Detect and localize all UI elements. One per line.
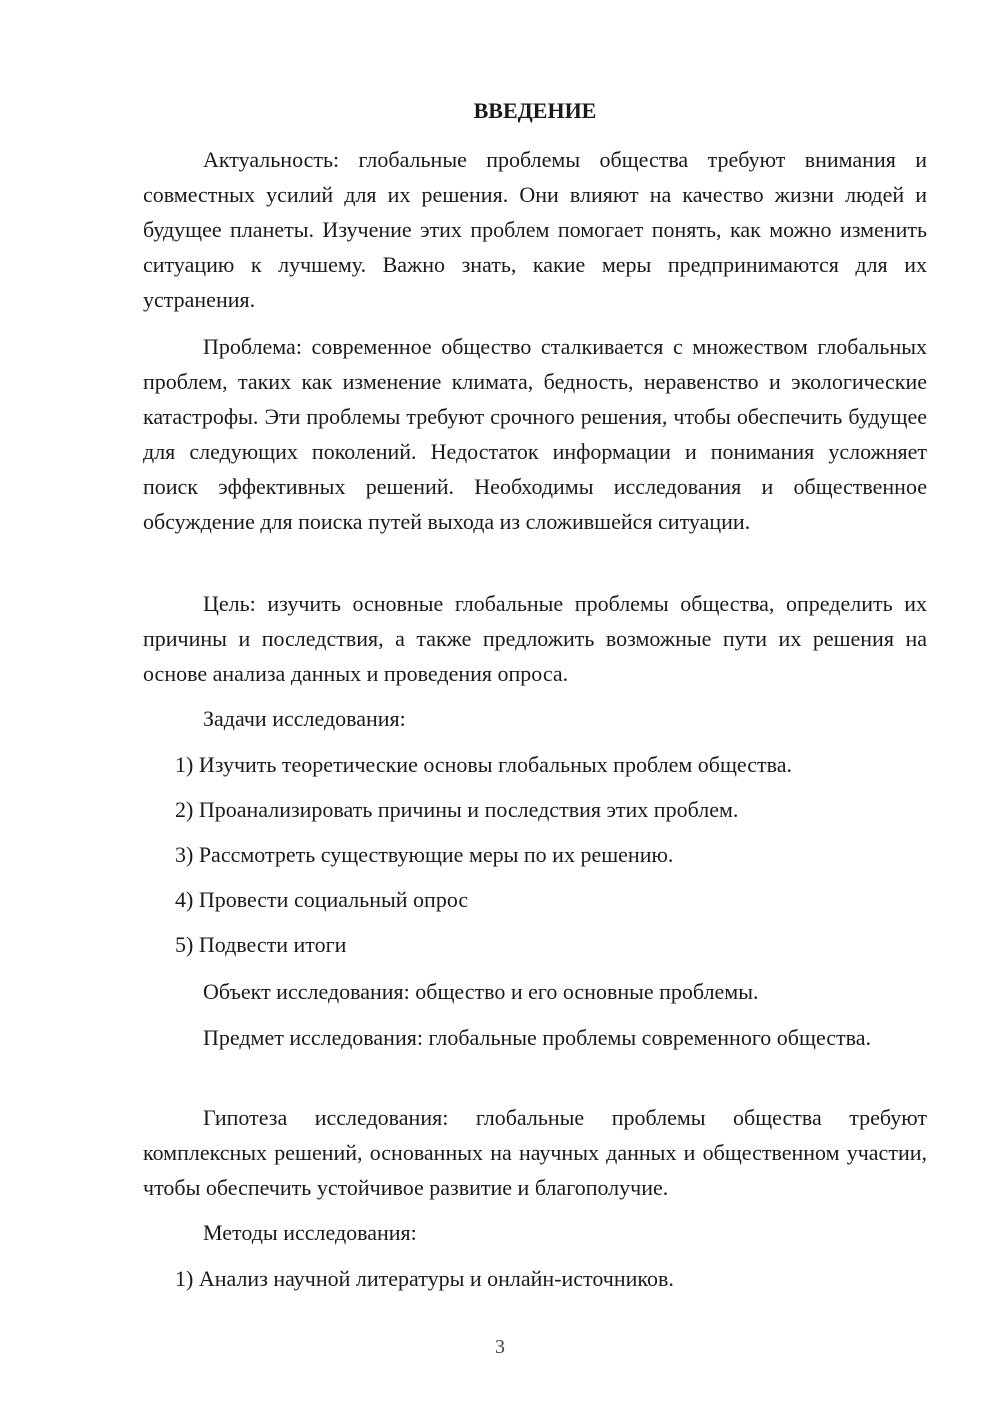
goal-paragraph: Цель: изучить основные глобальные проблемы общества, определить их причины и последствия, а также предложить возможные пути их решения на основе анализа данных и проведения опроса. [143, 591, 927, 686]
task-item: 1) Изучить теоретические основы глобальных проблем общества. [175, 752, 792, 777]
object-paragraph: Объект исследования: общество и его основные проблемы. [203, 979, 759, 1004]
method-item: 1) Анализ научной литературы и онлайн-источников. [175, 1266, 674, 1291]
document-title: ВВЕДЕНИЕ [473, 98, 597, 123]
tasks-heading: Задачи исследования: [203, 706, 406, 731]
relevance-paragraph: Актуальность: глобальные проблемы общества требуют внимания и совместных усилий для их решения. Они влияют на качество жизни людей и будущее планеты. Изучение этих проблем помогает понять, как можно изменить ситуацию к лучшему. Важно знать, какие меры предпринимаются для их устранения. [143, 147, 927, 312]
task-item: 4) Провести социальный опрос [175, 887, 469, 912]
page-number: 3 [495, 1336, 505, 1358]
hypothesis-paragraph: Гипотеза исследования: глобальные проблемы общества требуют комплексных решений, основанных на научных данных и общественном участии, чтобы обеспечить устойчивое развитие и благополучие. [143, 1105, 927, 1200]
subject-paragraph: Предмет исследования: глобальные проблемы современного общества. [203, 1025, 871, 1050]
task-item: 5) Подвести итоги [175, 932, 347, 957]
methods-heading: Методы исследования: [203, 1220, 417, 1245]
task-item: 2) Проанализировать причины и последствия этих проблем. [175, 797, 739, 822]
problem-paragraph: Проблема: современное общество сталкивается с множеством глобальных проблем, таких как изменение климата, бедность, неравенство и экологические катастрофы. Эти проблемы требуют срочного решения, чтобы обеспечить будущее для следующих поколений. Недостаток информации и понимания усложняет поиск эффективных решений. Необходимы исследования и общественное обсуждение для поиска путей выхода из сложившейся ситуации. [143, 334, 927, 534]
task-item: 3) Рассмотреть существующие меры по их решению. [175, 842, 674, 867]
